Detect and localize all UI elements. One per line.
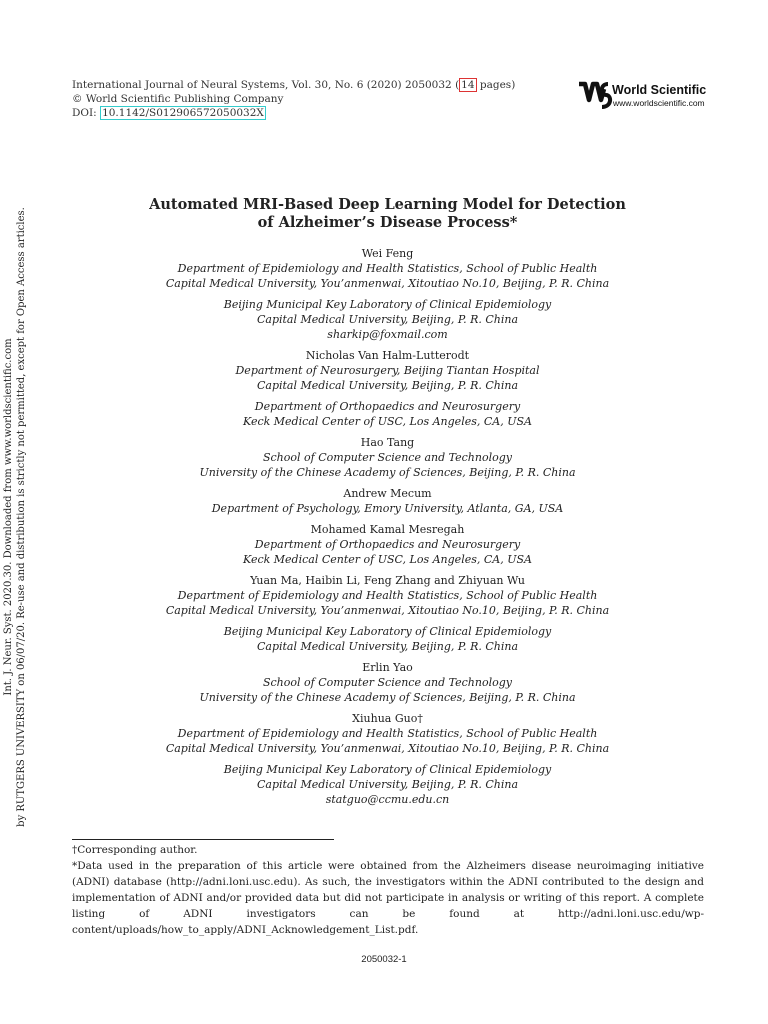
affiliation-line: School of Computer Science and Technology [262,676,512,689]
affiliation-line: Capital Medical University, Beijing, P. R. China [256,640,519,653]
title-line-1: Automated MRI-Based Deep Learning Model for Detection [149,196,626,213]
author-name: Erlin Yao [362,661,413,674]
journal-citation-line: International Journal of Neural Systems, Vol. 30, No. 6 (2020) 2050032 ( 14 pages) [72,79,516,91]
affiliation-line: Capital Medical University, You’anmenwai, Xitoutiao No.10, Beijing, P. R. China [165,604,610,617]
page-number: 2050032-1 [361,954,407,965]
logo-name: World Scientific [612,83,707,97]
footnotes [72,842,704,938]
journal-header [72,78,515,120]
author-name: Andrew Mecum [343,487,432,500]
affiliation-line: Department of Neurosurgery, Beijing Tiantan Hospital [235,364,540,377]
author-name: Xiuhua Guo† [352,712,423,725]
author-block [100,660,675,705]
author-block [100,711,675,807]
copyright-line: © World Scientific Publishing Company [72,93,284,105]
author-block [100,486,675,516]
affiliation-line: University of the Chinese Academy of Sciences, Beijing, P. R. China [199,691,576,704]
author-block [100,573,675,654]
author-name: Yuan Ma, Haibin Li, Feng Zhang and Zhiyuan Wu [250,574,525,587]
affiliation-line: School of Computer Science and Technology [262,451,512,464]
affiliation-line: Beijing Municipal Key Laboratory of Clinical Epidemiology [223,763,552,776]
affiliation-line: Department of Epidemiology and Health Statistics, School of Public Health [177,262,598,275]
author-affiliation [100,675,675,705]
affiliation-line: Capital Medical University, You’anmenwai, Xitoutiao No.10, Beijing, P. R. China [165,277,610,290]
author-affiliation [100,624,675,654]
author-list [100,246,675,807]
affiliation-line: Capital Medical University, Beijing, P. R. China [256,379,519,392]
author-affiliation [100,588,675,618]
affiliation-line: Keck Medical Center of USC, Los Angeles, CA, USA [243,415,532,428]
doi-line: DOI: 10.1142/S012906572050032X [72,107,264,119]
author-name: Wei Feng [361,247,414,260]
author-block [100,246,675,342]
corresponding-author-note: †Corresponding author. [72,844,198,856]
author-affiliation [100,450,675,480]
title-line-2: of Alzheimer’s Disease Process* [257,214,518,231]
author-affiliation [100,399,675,429]
author-name: Mohamed Kamal Mesregah [310,523,465,536]
author-affiliation [100,537,675,567]
affiliation-line: Department of Epidemiology and Health Statistics, School of Public Health [177,589,598,602]
author-block [100,435,675,480]
author-affiliation [100,297,675,342]
affiliation-line: Keck Medical Center of USC, Los Angeles, CA, USA [243,553,532,566]
affiliation-line: Department of Orthopaedics and Neurosurgery [254,400,521,413]
author-name: Nicholas Van Halm-Lutterodt [305,349,470,362]
adni-data-note: *Data used in the preparation of this article were obtained from the Alzheimers disease neuroimaging initiative (ADNI) database (http://adni.loni.usc.edu). As such, the investigators within the ADNI contributed to the design and implementation of ADNI and/or provided data but did not participate in analysis or writing of this report. A complete listing of ADNI investigators can be found at http://adni.loni.usc.edu/wp-content/uploads/how_to_apply/ADNI_Acknowledgement_List.pdf. [72,860,704,936]
affiliation-line: Beijing Municipal Key Laboratory of Clinical Epidemiology [223,625,552,638]
author-email[interactable]: sharkip@foxmail.com [327,328,448,341]
affiliation-line: University of the Chinese Academy of Sciences, Beijing, P. R. China [199,466,576,479]
affiliation-line: Beijing Municipal Key Laboratory of Clinical Epidemiology [223,298,552,311]
download-notice-sidebar [2,137,38,897]
world-scientific-logo-icon [578,80,614,110]
author-name: Hao Tang [360,436,415,449]
author-affiliation [100,762,675,807]
world-scientific-logo [578,80,708,112]
affiliation-line: Capital Medical University, Beijing, P. R. China [256,313,519,326]
logo-url: www.worldscientific.com [613,98,705,108]
doi-link[interactable]: 10.1142/S012906572050032X [102,107,264,119]
affiliation-line: Capital Medical University, You’anmenwai, Xitoutiao No.10, Beijing, P. R. China [165,742,610,755]
affiliation-line: Capital Medical University, Beijing, P. R. China [256,778,519,791]
paper-title [100,196,675,232]
author-affiliation [100,363,675,393]
affiliation-line: Department of Epidemiology and Health Statistics, School of Public Health [177,727,598,740]
author-block [100,522,675,567]
author-email[interactable]: statguo@ccmu.edu.cn [325,793,450,806]
pages-count-link[interactable]: 14 [461,79,475,91]
sidebar-line-2: by RUTGERS UNIVERSITY on 06/07/20. Re-use and distribution is strictly not permitted, except for Open Access articles. [16,207,27,827]
author-affiliation [100,501,675,516]
sidebar-line-1: Int. J. Neur. Syst. 2020.30. Downloaded from www.worldscientific.com [3,338,14,696]
author-affiliation [100,726,675,756]
affiliation-line: Department of Orthopaedics and Neurosurgery [254,538,521,551]
author-block [100,348,675,429]
footnote-rule [72,839,334,840]
author-affiliation [100,261,675,291]
affiliation-line: Department of Psychology, Emory University, Atlanta, GA, USA [211,502,564,515]
